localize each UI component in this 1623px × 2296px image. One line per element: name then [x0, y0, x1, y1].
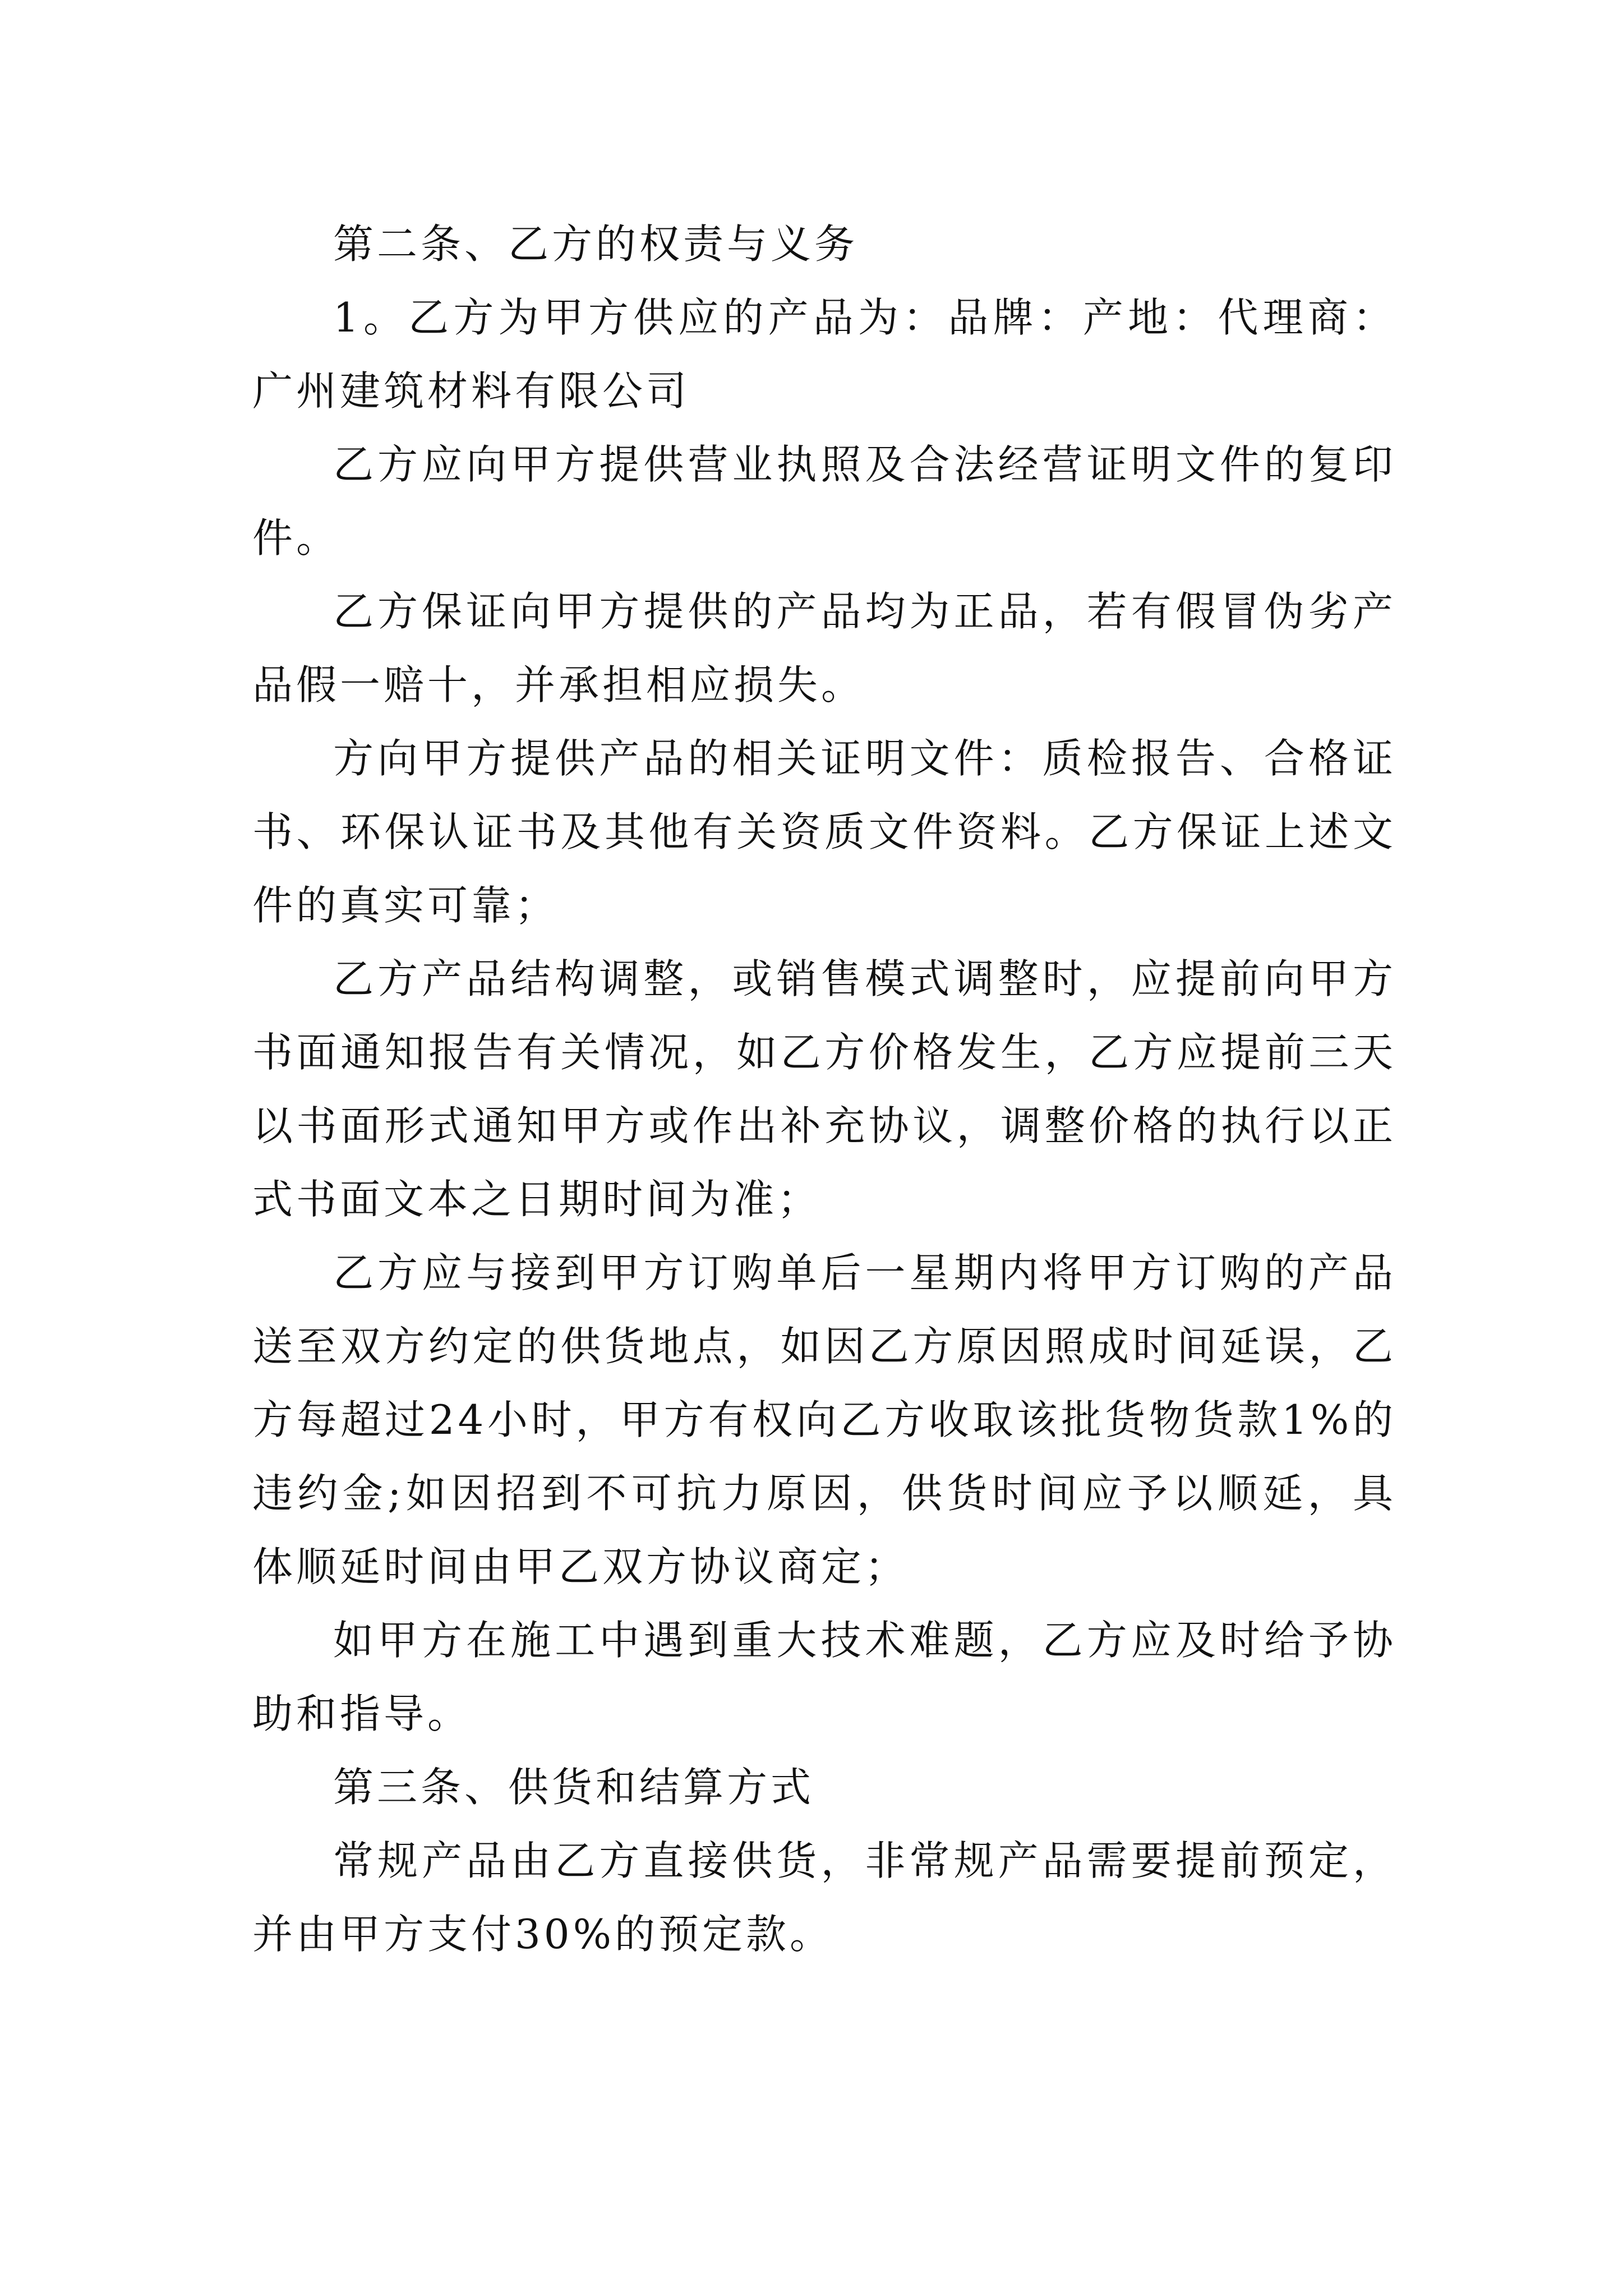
paragraph-certificates: 方向甲方提供产品的相关证明文件：质检报告、合格证书、环保认证书及其他有关资质文件资料。乙方保证上述文件的真实可靠； [252, 735, 1396, 929]
paragraph-product-supply: 1。乙方为甲方供应的产品为：品牌：产地：代理商：广州建筑材料有限公司 [252, 294, 1396, 415]
section-heading-article-3: 第三条、供货和结算方式 [333, 1764, 815, 1811]
paragraph-business-license: 乙方应向甲方提供营业执照及合法经营证明文件的复印件。 [252, 441, 1396, 562]
document-body [252, 208, 1396, 1971]
paragraph-supply-payment: 常规产品由乙方直接供货，非常规产品需要提前预定，并由甲方支付30%的预定款。 [252, 1837, 1396, 1958]
paragraph-delivery-terms: 乙方应与接到甲方订购单后一星期内将甲方订购的产品送至双方约定的供货地点，如因乙方原因照成时间延误，乙方每超过24小时，甲方有权向乙方收取该批货物货款1%的违约金;如因招到不可抗力原因，供货时间应予以顺延，具体顺延时间由甲乙双方协议商定； [252, 1249, 1396, 1590]
section-heading-article-2: 第二条、乙方的权责与义务 [333, 220, 859, 268]
paragraph-genuine-guarantee: 乙方保证向甲方提供的产品均为正品，若有假冒伪劣产品假一赔十，并承担相应损失。 [252, 588, 1396, 708]
paragraph-price-adjustment: 乙方产品结构调整，或销售模式调整时，应提前向甲方书面通知报告有关情况，如乙方价格发生，乙方应提前三天以书面形式通知甲方或作出补充协议，调整价格的执行以正式书面文本之日期时间为准； [252, 955, 1396, 1223]
paragraph-technical-support: 如甲方在施工中遇到重大技术难题，乙方应及时给予协助和指导。 [252, 1617, 1396, 1737]
